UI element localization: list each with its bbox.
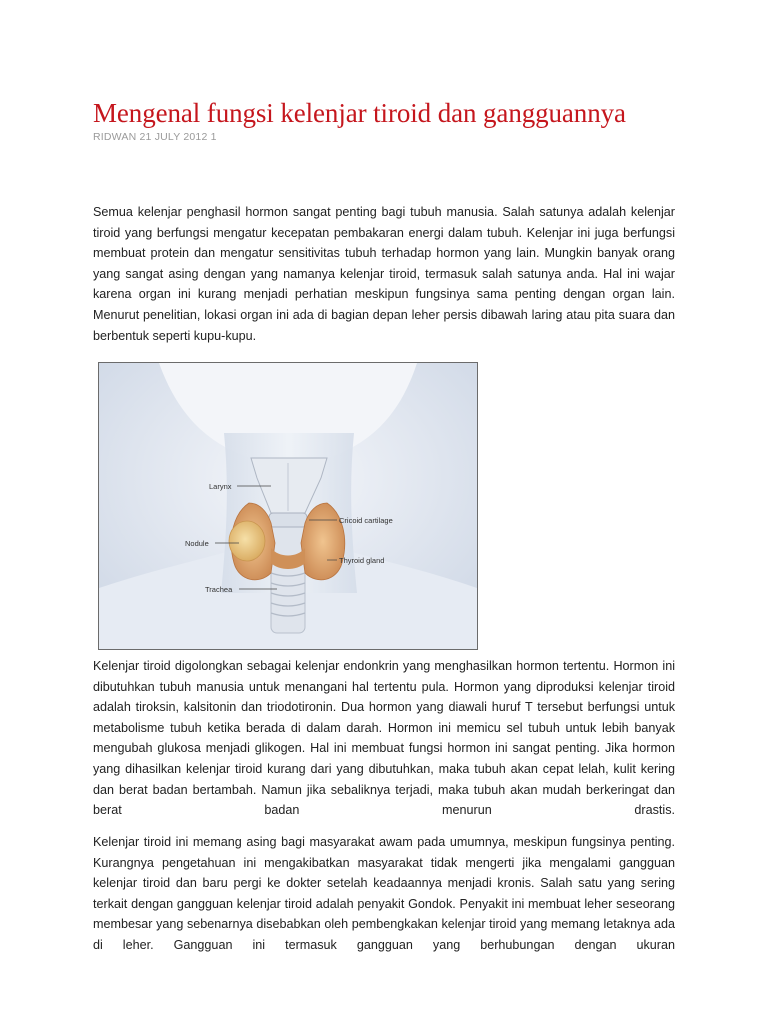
paragraph-2: Kelenjar tiroid digolongkan sebagai kelenjar endonkrin yang menghasilkan hormon tertentu. Hormon ini dibutuhkan tubuh manusia untuk menangani hal tertentu pula. Hormon yang diproduksi kelenjar tiroid adalah tiroksin, kalsitonin dan triodotironin. Dua hormon yang diawali huruf T tersebut berfungsi untuk metabolisme tubuh ketika berada di dalam darah. Hormon ini memicu sel tubuh untuk lebih banyak mengubah glukosa menjadi glikogen. Hal ini membuat fungsi hormon ini sangat penting. Jika hormon yang dihasilkan kelenjar tiroid kurang dari yang dibutuhkan, maka tubuh akan cepat lelah, kulit kering dan berat badan bertambah. Namun jika sebaliknya terjadi, maka tubuh akan mudah berkeringat dan berat badan menurun drastis. (93, 659, 675, 818)
article (93, 96, 675, 952)
article-title: Mengenal fungsi kelenjar tiroid dan gangguannya (93, 98, 626, 128)
paragraph-1: Semua kelenjar penghasil hormon sangat penting bagi tubuh manusia. Salah satunya adalah kelenjar tiroid yang berfungsi mengatur kecepatan pembakaran energi dalam tubuh. Kelenjar ini juga berfungsi membuat protein dan mengatur sensitivitas tubuh terhadap hormon yang lain. Mungkin banyak orang yang sangat asing dengan yang namanya kelenjar tiroid, termasuk salah satunya anda. Hal ini wajar karena organ ini kurang menjadi perhatian meskipun fungsinya sama penting dengan organ lain. Menurut penelitian, lokasi organ ini ada di bagian depan leher persis dibawah laring atau pita suara dan berbentuk seperti kupu-kupu. (93, 205, 675, 343)
label-nodule: Nodule (185, 539, 209, 548)
label-thyroid-gland: Thyroid gland (339, 556, 385, 565)
label-larynx: Larynx (209, 482, 232, 491)
article-meta: RIDWAN 21 JULY 2012 1 (93, 131, 217, 143)
paragraph-3: Kelenjar tiroid ini memang asing bagi masyarakat awam pada umumnya, meskipun fungsinya penting. Kurangnya pengetahuan ini mengakibatkan masyarakat tidak mengerti jika mengalami gangguan kelenjar tiroid dan baru pergi ke dokter setelah keadaannya menjadi kronis. Salah satu yang sering terkait dengan gangguan kelenjar tiroid adalah penyakit Gondok. Penyakit ini membuat leher seseorang membesar yang sebenarnya disebabkan oleh pembengkakan kelenjar tiroid yang memang letaknya ada di leher. Gangguan ini termasuk gangguan yang berhubungan dengan ukuran (93, 835, 675, 952)
label-cricoid-cartilage: Cricoid cartilage (339, 516, 393, 525)
label-trachea: Trachea (205, 585, 233, 594)
thyroid-illustration (98, 362, 478, 650)
thyroid-diagram (99, 363, 477, 649)
